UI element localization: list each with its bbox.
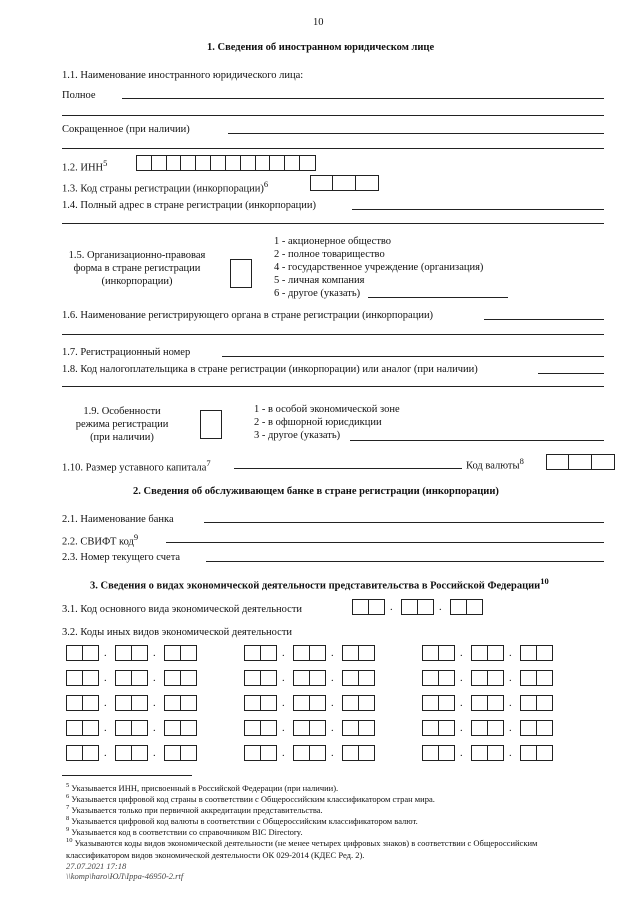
activity-code-r4-c1-part-3[interactable] — [164, 720, 197, 736]
activity-code-r5-c1-part-2[interactable] — [115, 745, 148, 761]
stamp-date: 27.07.2021 17:18 — [66, 861, 127, 871]
legal-form-other-line[interactable] — [368, 297, 508, 298]
activity-code-r3-c1-part-3[interactable] — [164, 695, 197, 711]
activity-code-r2-c2-part-1[interactable] — [244, 670, 277, 686]
registrar-line-2[interactable] — [62, 334, 604, 335]
footnote-8: $^8$ Указывается цифровой код валюты в соответствии с Общероссийским классификатором валют. — [66, 815, 418, 826]
activity-code-r2-c1-part-1[interactable] — [66, 670, 99, 686]
activity-code-r2-c1-part-3[interactable] — [164, 670, 197, 686]
activity-code-r5-c3-part-2[interactable] — [471, 745, 504, 761]
country-code-label: 1.3. Код страны регистрации (инкорпорации)$^6$ — [62, 179, 269, 195]
activity-code-r5-c2-part-1[interactable] — [244, 745, 277, 761]
registrar-line[interactable] — [484, 319, 604, 320]
activity-code-r2-c1-dot: . — [153, 673, 156, 684]
main-activity-code-part-3[interactable] — [450, 599, 483, 615]
short-name-line-2[interactable] — [62, 148, 604, 149]
regime-other-line[interactable] — [350, 440, 604, 441]
regime-option-3: 3 - другое (указать) — [254, 430, 341, 441]
footnote-7: $^7$ Указывается только при первичной аккредитации представительства. — [66, 804, 323, 815]
activity-code-r3-c2-part-2[interactable] — [293, 695, 326, 711]
activity-code-r5-c1-part-3[interactable] — [164, 745, 197, 761]
capital-line[interactable] — [234, 468, 462, 469]
footnote-5: $^5$ Указывается ИНН, присвоенный в Российской Федерации (при наличии). — [66, 782, 339, 793]
activity-code-r5-c3-part-3[interactable] — [520, 745, 553, 761]
activity-code-r1-c2-part-1[interactable] — [244, 645, 277, 661]
activity-code-r1-c1-part-2[interactable] — [115, 645, 148, 661]
activity-code-r4-c2-dot: . — [331, 723, 334, 734]
regime-option-2: 2 - в офшорной юрисдикции — [254, 417, 382, 428]
activity-code-r4-c3-part-2[interactable] — [471, 720, 504, 736]
activity-code-r5-c2-part-2[interactable] — [293, 745, 326, 761]
activity-code-r3-c3-part-1[interactable] — [422, 695, 455, 711]
tax-code-line-2[interactable] — [62, 386, 604, 387]
address-line-2[interactable] — [62, 223, 604, 224]
activity-code-r4-c2-part-2[interactable] — [293, 720, 326, 736]
activity-code-r2-c3-part-3[interactable] — [520, 670, 553, 686]
regime-box[interactable] — [200, 410, 222, 439]
footnote-10-continuation: классификатором видов экономической деятельности ОК 029-2014 (КДЕС Ред. 2). — [66, 850, 365, 860]
activity-code-r3-c3-part-2[interactable] — [471, 695, 504, 711]
regime-option-1: 1 - в особой экономической зоне — [254, 404, 400, 415]
address-line[interactable] — [352, 209, 604, 210]
activity-code-r2-c2-part-3[interactable] — [342, 670, 375, 686]
main-activity-label: 3.1. Код основного вида экономической деятельности — [62, 604, 303, 615]
activity-code-r4-c1-dot: . — [153, 723, 156, 734]
inn-input-grid[interactable] — [136, 155, 316, 171]
activity-code-r3-c3-dot: . — [509, 698, 512, 709]
activity-code-r4-c2-part-3[interactable] — [342, 720, 375, 736]
full-name-label: Полное — [62, 90, 96, 101]
reg-number-line[interactable] — [222, 356, 604, 357]
activity-code-r1-c1-dot: . — [104, 648, 107, 659]
activity-code-r3-c1-dot: . — [153, 698, 156, 709]
activity-code-r5-c1-dot: . — [104, 748, 107, 759]
activity-code-r1-c2-part-3[interactable] — [342, 645, 375, 661]
tax-code-line[interactable] — [538, 373, 604, 374]
footnote-10: $^{10}$ Указываются коды видов экономической деятельности (не менее четырех цифровых знаков) в соответствии с Общероссийским — [66, 837, 538, 848]
other-activity-label: 3.2. Коды иных видов экономической деятельности — [62, 627, 293, 638]
activity-code-r4-c1-part-1[interactable] — [66, 720, 99, 736]
activity-code-r4-c3-part-1[interactable] — [422, 720, 455, 736]
activity-code-r4-c1-dot: . — [104, 723, 107, 734]
activity-code-r1-c1-dot: . — [153, 648, 156, 659]
registrar-label: 1.6. Наименование регистрирующего органа в стране регистрации (инкорпорации) — [62, 310, 434, 321]
activity-code-r1-c3-dot: . — [460, 648, 463, 659]
activity-code-r2-c2-dot: . — [282, 673, 285, 684]
legal-form-box[interactable] — [230, 259, 252, 288]
activity-code-r4-c3-dot: . — [460, 723, 463, 734]
full-name-line[interactable] — [122, 98, 604, 99]
short-name-line[interactable] — [228, 133, 604, 134]
account-label: 2.3. Номер текущего счета — [62, 552, 181, 563]
main-activity-code-part-1[interactable] — [352, 599, 385, 615]
activity-code-r5-c1-part-1[interactable] — [66, 745, 99, 761]
activity-code-r3-c2-dot: . — [282, 698, 285, 709]
activity-code-r5-c3-dot: . — [509, 748, 512, 759]
activity-code-r4-c3-dot: . — [509, 723, 512, 734]
activity-code-r3-c2-dot: . — [331, 698, 334, 709]
field-1-1-label: 1.1. Наименование иностранного юридического лица: — [62, 70, 304, 81]
full-name-line-2[interactable] — [62, 115, 604, 116]
activity-code-r2-c1-dot: . — [104, 673, 107, 684]
tax-code-label: 1.8. Код налогоплательщика в стране регистрации (инкорпорации) или аналог (при наличии) — [62, 364, 478, 375]
activity-code-r1-c3-part-3[interactable] — [520, 645, 553, 661]
activity-code-r1-c1-part-3[interactable] — [164, 645, 197, 661]
activity-code-r4-c3-part-3[interactable] — [520, 720, 553, 736]
swift-line[interactable] — [166, 542, 604, 543]
activity-code-r2-c2-part-2[interactable] — [293, 670, 326, 686]
activity-code-r2-c3-part-2[interactable] — [471, 670, 504, 686]
activity-code-r2-c3-part-1[interactable] — [422, 670, 455, 686]
activity-code-r1-c2-dot: . — [282, 648, 285, 659]
section-3-title: 3. Сведения о видах экономической деятельности представительства в Российской Федерации$^{10}$ — [90, 576, 549, 592]
activity-code-r2-c3-dot: . — [509, 673, 512, 684]
account-line[interactable] — [206, 561, 604, 562]
legal-form-label: 1.5. Организационно-правовая форма в стране регистрации (инкорпорации) — [68, 250, 206, 287]
regime-label: 1.9. Особенности режима регистрации (при наличии) — [75, 406, 169, 443]
reg-number-label: 1.7. Регистрационный номер — [62, 347, 191, 358]
activity-code-r1-c2-part-2[interactable] — [293, 645, 326, 661]
main-activity-code-part-2[interactable] — [401, 599, 434, 615]
currency-code-grid[interactable] — [546, 454, 615, 470]
main-activity-code-dot: . — [439, 602, 442, 613]
address-label: 1.4. Полный адрес в стране регистрации (инкорпорации) — [62, 200, 317, 211]
activity-code-r4-c2-dot: . — [282, 723, 285, 734]
activity-code-r5-c2-dot: . — [282, 748, 285, 759]
stamp-file: \\komp\haro\ЮЛ\Ippa-46950-2.rtf — [66, 871, 184, 881]
activity-code-r5-c3-dot: . — [460, 748, 463, 759]
bank-name-label: 2.1. Наименование банка — [62, 514, 174, 525]
activity-code-r2-c1-part-2[interactable] — [115, 670, 148, 686]
section-2-title: 2. Сведения об обслуживающем банке в стране регистрации (инкорпорации) — [133, 486, 499, 497]
legal-form-option-4: 4 - государственное учреждение (организация) — [274, 262, 484, 273]
capital-label: 1.10. Размер уставного капитала$^7$ — [62, 458, 211, 474]
activity-code-r3-c1-dot: . — [104, 698, 107, 709]
activity-code-r1-c1-part-1[interactable] — [66, 645, 99, 661]
activity-code-r5-c3-part-1[interactable] — [422, 745, 455, 761]
footnote-9: $^9$ Указывается код в соответствии со справочником BIC Directory. — [66, 826, 303, 837]
activity-code-r3-c2-part-1[interactable] — [244, 695, 277, 711]
activity-code-r3-c2-part-3[interactable] — [342, 695, 375, 711]
legal-form-option-2: 2 - полное товарищество — [274, 249, 385, 260]
legal-form-option-1: 1 - акционерное общество — [274, 236, 392, 247]
footnote-6: $^6$ Указывается цифровой код страны в соответствии с Общероссийским классификатором стран мира. — [66, 793, 435, 804]
short-name-label: Сокращенное (при наличии) — [62, 124, 190, 135]
bank-name-line[interactable] — [204, 522, 604, 523]
country-code-grid[interactable] — [310, 175, 379, 191]
activity-code-r1-c3-part-1[interactable] — [422, 645, 455, 661]
activity-code-r2-c3-dot: . — [460, 673, 463, 684]
activity-code-r5-c1-dot: . — [153, 748, 156, 759]
section-1-title: 1. Сведения об иностранном юридическом лице — [207, 42, 435, 53]
activity-code-r1-c3-dot: . — [509, 648, 512, 659]
activity-code-r3-c1-part-1[interactable] — [66, 695, 99, 711]
legal-form-option-6: 6 - другое (указать) — [274, 288, 361, 299]
activity-code-r2-c2-dot: . — [331, 673, 334, 684]
legal-form-option-5: 5 - личная компания — [274, 275, 365, 286]
activity-code-r1-c2-dot: . — [331, 648, 334, 659]
activity-code-r5-c2-part-3[interactable] — [342, 745, 375, 761]
activity-code-r3-c3-part-3[interactable] — [520, 695, 553, 711]
inn-label: 1.2. ИНН$^5$ — [62, 158, 108, 174]
activity-code-r5-c2-dot: . — [331, 748, 334, 759]
currency-label: Код валюты$^8$ — [466, 456, 524, 472]
activity-code-r4-c1-part-2[interactable] — [115, 720, 148, 736]
footnote-divider — [62, 775, 192, 776]
activity-code-r3-c1-part-2[interactable] — [115, 695, 148, 711]
swift-label: 2.2. СВИФТ код$^9$ — [62, 532, 139, 548]
activity-code-r1-c3-part-2[interactable] — [471, 645, 504, 661]
main-activity-code-dot: . — [390, 602, 393, 613]
activity-code-r4-c2-part-1[interactable] — [244, 720, 277, 736]
page-number: 10 — [313, 17, 324, 28]
activity-code-r3-c3-dot: . — [460, 698, 463, 709]
